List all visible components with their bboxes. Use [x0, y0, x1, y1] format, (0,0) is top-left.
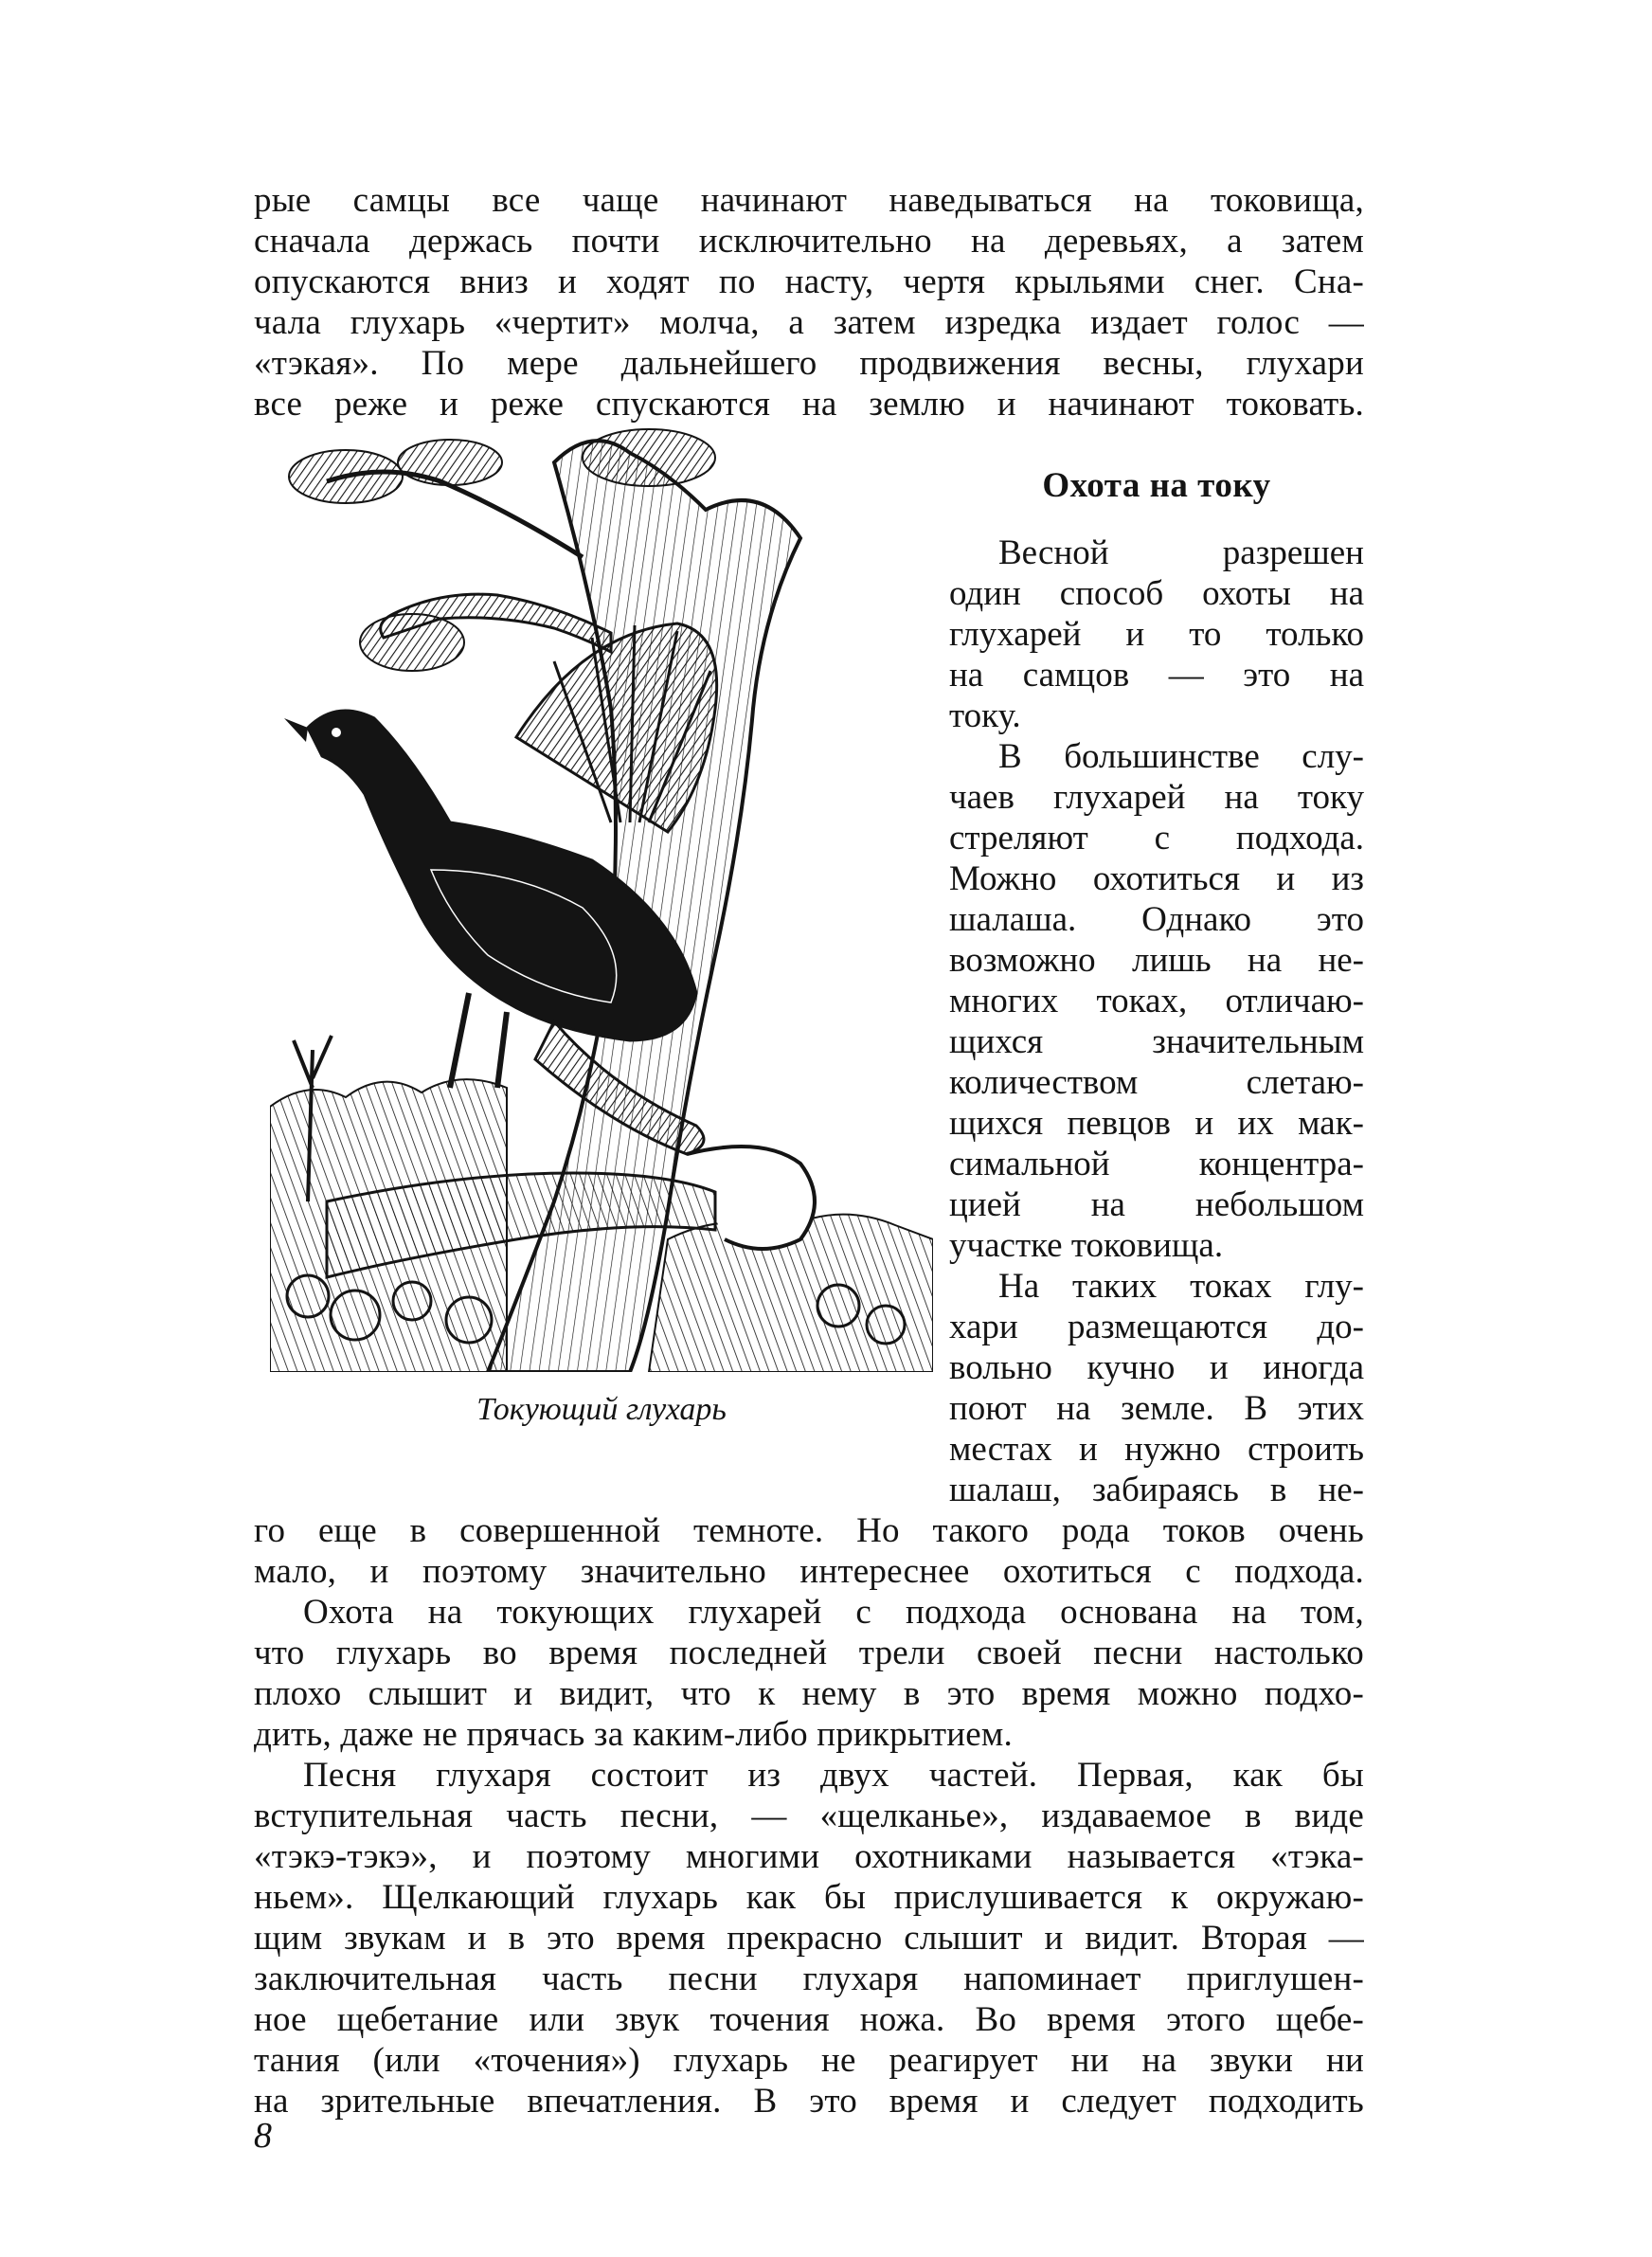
text-line: щихся певцов и их мак-: [949, 1104, 1364, 1143]
text-line: возможно лишь на не-: [949, 941, 1364, 980]
text-line: местах и нужно строить: [949, 1430, 1364, 1469]
text-line: что глухарь во время последней трели своей песни настолько: [254, 1634, 1364, 1672]
figure-caption: Токующий глухарь: [476, 1392, 727, 1427]
text-line: количеством слетаю-: [949, 1063, 1364, 1102]
text-line: На таких токах глу-: [998, 1267, 1364, 1306]
text-line: ньем». Щелкающий глухарь как бы прислушивается к окружаю-: [254, 1878, 1364, 1917]
text-line: вступительная часть песни, — «щелканье», издаваемое в виде: [254, 1797, 1364, 1835]
text-line: заключительная часть песни глухаря напоминает приглушен-: [254, 1959, 1364, 1998]
text-line: рые самцы все чаще начинают наведываться на токовища,: [254, 181, 1364, 220]
page-number: 8: [254, 2116, 272, 2156]
text-line: чаев глухарей на току: [949, 778, 1364, 817]
text-line: щим звукам и в это время прекрасно слышит и видит. Вторая —: [254, 1919, 1364, 1958]
text-line: «тэкая». По мере дальнейшего продвижения весны, глухари: [254, 344, 1364, 383]
text-line: поют на земле. В этих: [949, 1389, 1364, 1428]
text-line: Весной разрешен: [998, 533, 1364, 572]
text-line: симальной концентра-: [949, 1145, 1364, 1183]
text-line: щихся значительным: [949, 1022, 1364, 1061]
text-line: Охота на токующих глухарей с подхода основана на том,: [303, 1593, 1364, 1632]
section-heading: Охота на току: [1042, 466, 1271, 505]
text-line: опускаются вниз и ходят по насту, чертя крыльями снег. Сна-: [254, 262, 1364, 301]
text-line: на самцов — это на: [949, 656, 1364, 695]
text-line: В большинстве слу-: [998, 737, 1364, 776]
text-line: стреляют с подхода.: [949, 819, 1364, 858]
text-line: шалаш, забираясь в не-: [949, 1471, 1364, 1509]
text-line: все реже и реже спускаются на землю и начинают токовать.: [254, 385, 1364, 424]
text-line: Песня глухаря состоит из двух частей. Первая, как бы: [303, 1756, 1364, 1795]
text-line: дить, даже не прячась за каким-либо прикрытием.: [254, 1715, 1013, 1754]
text-line: участке токовища.: [949, 1226, 1224, 1265]
text-line: Можно охотиться и из: [949, 859, 1364, 898]
text-line: шалаша. Однако это: [949, 900, 1364, 939]
text-line: сначала держась почти исключительно на деревьях, а затем: [254, 222, 1364, 261]
text-line: ное щебетание или звук точения ножа. Во время этого щебе-: [254, 2000, 1364, 2039]
text-line: многих токах, отличаю-: [949, 982, 1364, 1020]
text-line: глухарей и то только: [949, 615, 1364, 654]
text-line: «тэкэ-тэкэ», и поэтому многими охотниками называется «тэка-: [254, 1837, 1364, 1876]
text-line: цией на небольшом: [949, 1185, 1364, 1224]
text-line: току.: [949, 696, 1021, 735]
text-line: на зрительные впечатления. В это время и следует подходить: [254, 2082, 1364, 2121]
text-line: тания (или «точения») глухарь не реагирует ни на звуки ни: [254, 2041, 1364, 2080]
text-line: вольно кучно и иногда: [949, 1348, 1364, 1387]
text-line: чала глухарь «чертит» молча, а затем изредка издает голос —: [254, 303, 1364, 342]
text-line: го еще в совершенной темноте. Но такого рода токов очень: [254, 1511, 1364, 1550]
capercaillie-illustration: [270, 424, 933, 1372]
text-line: один способ охоты на: [949, 574, 1364, 613]
text-line: хари размещаются до-: [949, 1308, 1364, 1346]
text-line: мало, и поэтому значительно интереснее охотиться с подхода.: [254, 1552, 1364, 1591]
text-line: плохо слышит и видит, что к нему в это время можно подхо-: [254, 1674, 1364, 1713]
